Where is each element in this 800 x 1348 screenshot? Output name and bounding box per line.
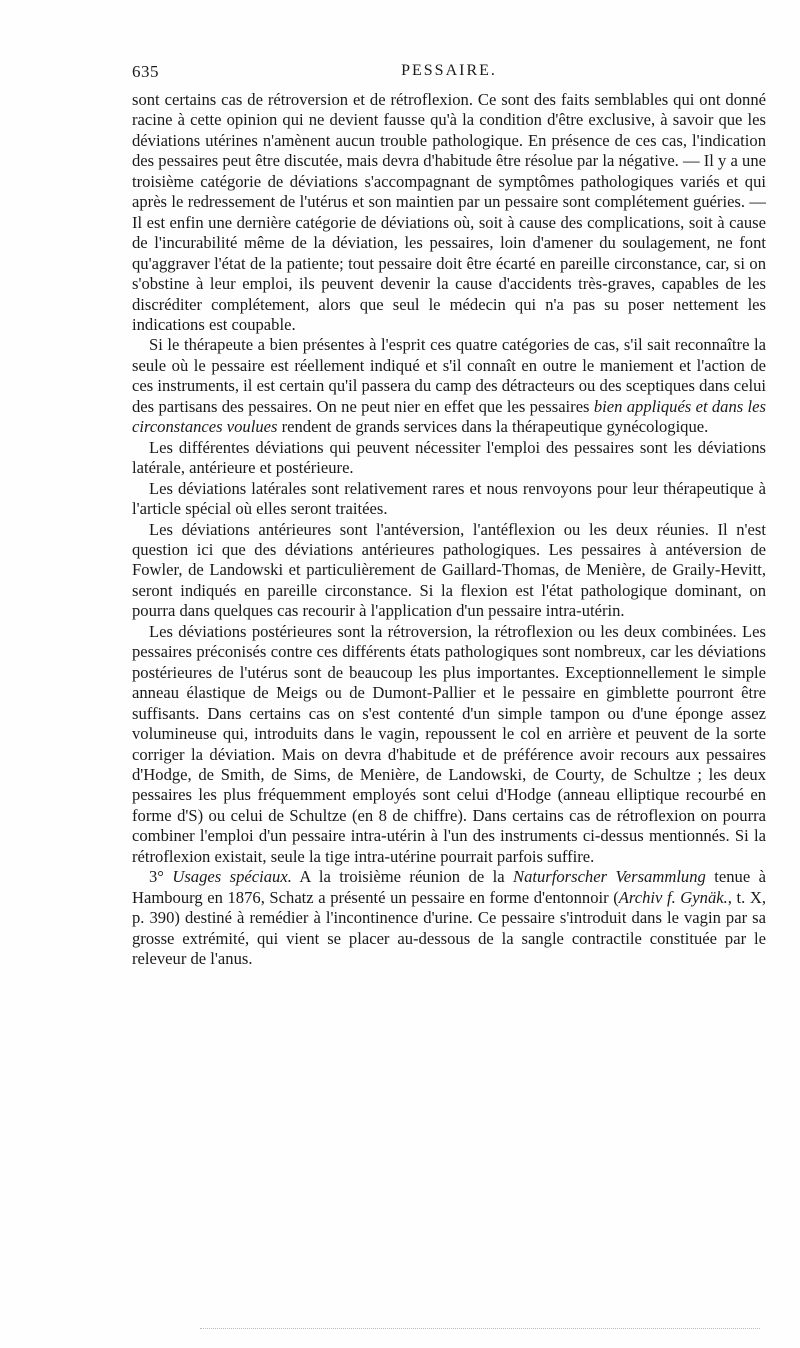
text-run: , t. X, p. 390) destiné à remédier à l'incontinence d'urine. Ce pessaire s'introduit dans le vagin par sa grosse extrémité, qui vient se placer au-dessous de la sangle contractile constituée par le releveur de l'anus. bbox=[132, 887, 766, 969]
paragraph-3 bbox=[132, 438, 766, 479]
paragraph-4 bbox=[132, 479, 766, 520]
paragraph-2 bbox=[132, 335, 766, 437]
text-run: Les déviations antérieures sont l'antéversion, l'antéflexion ou les deux réunies. Il n'est question ici que des déviations antérieures pathologiques. Les pessaires à antéversion de Fowler, de Landowski et particulièrement de Gaillard-Thomas, de Menière, de Graily-Hevitt, seront indiqués en pareille circonstance. Si la flexion est l'état pathologique dominant, on pourra dans quelques cas recourir à l'application d'un pessaire intra-utérin. bbox=[132, 519, 766, 621]
footer-rule bbox=[200, 1328, 760, 1329]
text-run: Les déviations postérieures sont la rétroversion, la rétroflexion ou les deux combinées. Les pessaires préconisés contre ces différents états pathologiques sont nombreux, car les déviations postérieures de l'utérus sont de beaucoup les plus importantes. Exceptionnellement le simple anneau élastique de Meigs ou de Dumont-Pallier et le pessaire en gimblette pourront être suffisants. Dans certains cas on s'est contenté d'un simple tampon ou d'une éponge assez volumineuse qui, introduits dans le vagin, repoussent le col en arrière et peuvent de la sorte corriger la déviation. Mais on devra d'habitude et de préférence avoir recours aux pessaires d'Hodge, de Smith, de Sims, de Menière, de Landowski, de Courty, de Schultze ; les deux pessaires les plus fréquemment employés sont celui d'Hodge (anneau elliptique recourbé en forme d'S) ou celui de Schultze (en 8 de chiffre). Dans certains cas de rétroflexion on pourra combiner l'emploi d'un pessaire intra-utérin à l'un des instruments ci-dessus mentionnés. Si la rétroflexion existait, seule la tige intra-utérine pourrait parfois suffire. bbox=[132, 621, 766, 866]
page-number: 635 bbox=[132, 62, 159, 81]
text-run: A la troisième réunion de la bbox=[291, 867, 514, 887]
paragraph-7 bbox=[132, 867, 766, 969]
paragraph-1 bbox=[132, 90, 766, 335]
italic-text: Archiv f. Gynäk. bbox=[618, 887, 728, 907]
paragraph-6 bbox=[132, 622, 766, 867]
text-run: rendent de grands services dans la thérapeutique gynécologique. bbox=[277, 417, 709, 437]
text-run: tenue à Hambourg en 1876, Schatz a présenté un pessaire en forme d'entonnoir ( bbox=[132, 867, 766, 907]
text-run: 3° bbox=[149, 867, 173, 887]
italic-text: bien appliqués et dans les circonstances voulues bbox=[132, 396, 766, 437]
text-run: Si le thérapeute a bien présentes à l'esprit ces quatre catégories de cas, s'il sait reconnaître la seule où le pessaire est réellement indiqué et s'il connaît en outre le maniement et l'action de ces instruments, il est certain qu'il passera du camp des détracteurs ou des sceptiques dans celui des partisans des pessaires. On ne peut nier en effet que les pessaires bbox=[132, 335, 766, 416]
text-run: Les déviations latérales sont relativement rares et nous renvoyons pour leur thérapeutique à l'article spécial où elles seront traitées. bbox=[132, 478, 766, 519]
text-run: sont certains cas de rétroversion et de rétroflexion. Ce sont des faits semblables qui ont donné racine à cette opinion qui ne devient fausse qu'à la condition d'être exclusive, à savoir que les déviations utérines n'amènent aucun trouble pathologique. En présence de ces cas, l'indication des pessaires peut être discutée, mais devra d'habitude être résolue par la négative. — Il y a une troisième catégorie de déviations s'accompagnant de symptômes pathologiques variés et qui après le redressement de l'utérus et son maintien par un pessaire sont complétement guéries. — Il est enfin une dernière catégorie de déviations où, soit à cause des complications, soit à cause de l'incurabilité même de la déviation, les pessaires, loin d'amener du soulagement, ne font qu'aggraver l'état de la patiente; tout pessaire doit être écarté en pareille circonstance, car, si on s'obstine à leur emploi, ils peuvent devenir la cause d'accidents très-graves, capables de les discréditer complétement, alors que seul le médecin qui n'a pas su poser nettement les indications est coupable. bbox=[132, 90, 766, 334]
running-title: PESSAIRE. bbox=[401, 62, 497, 79]
italic-text: Usages spéciaux. bbox=[172, 867, 292, 887]
italic-text: Naturforscher Versammlung bbox=[513, 867, 706, 887]
body-text bbox=[132, 90, 766, 969]
page-header bbox=[132, 62, 766, 84]
text-run: Les différentes déviations qui peuvent nécessiter l'emploi des pessaires sont les déviations latérale, antérieure et postérieure. bbox=[132, 437, 766, 478]
paragraph-5 bbox=[132, 520, 766, 622]
